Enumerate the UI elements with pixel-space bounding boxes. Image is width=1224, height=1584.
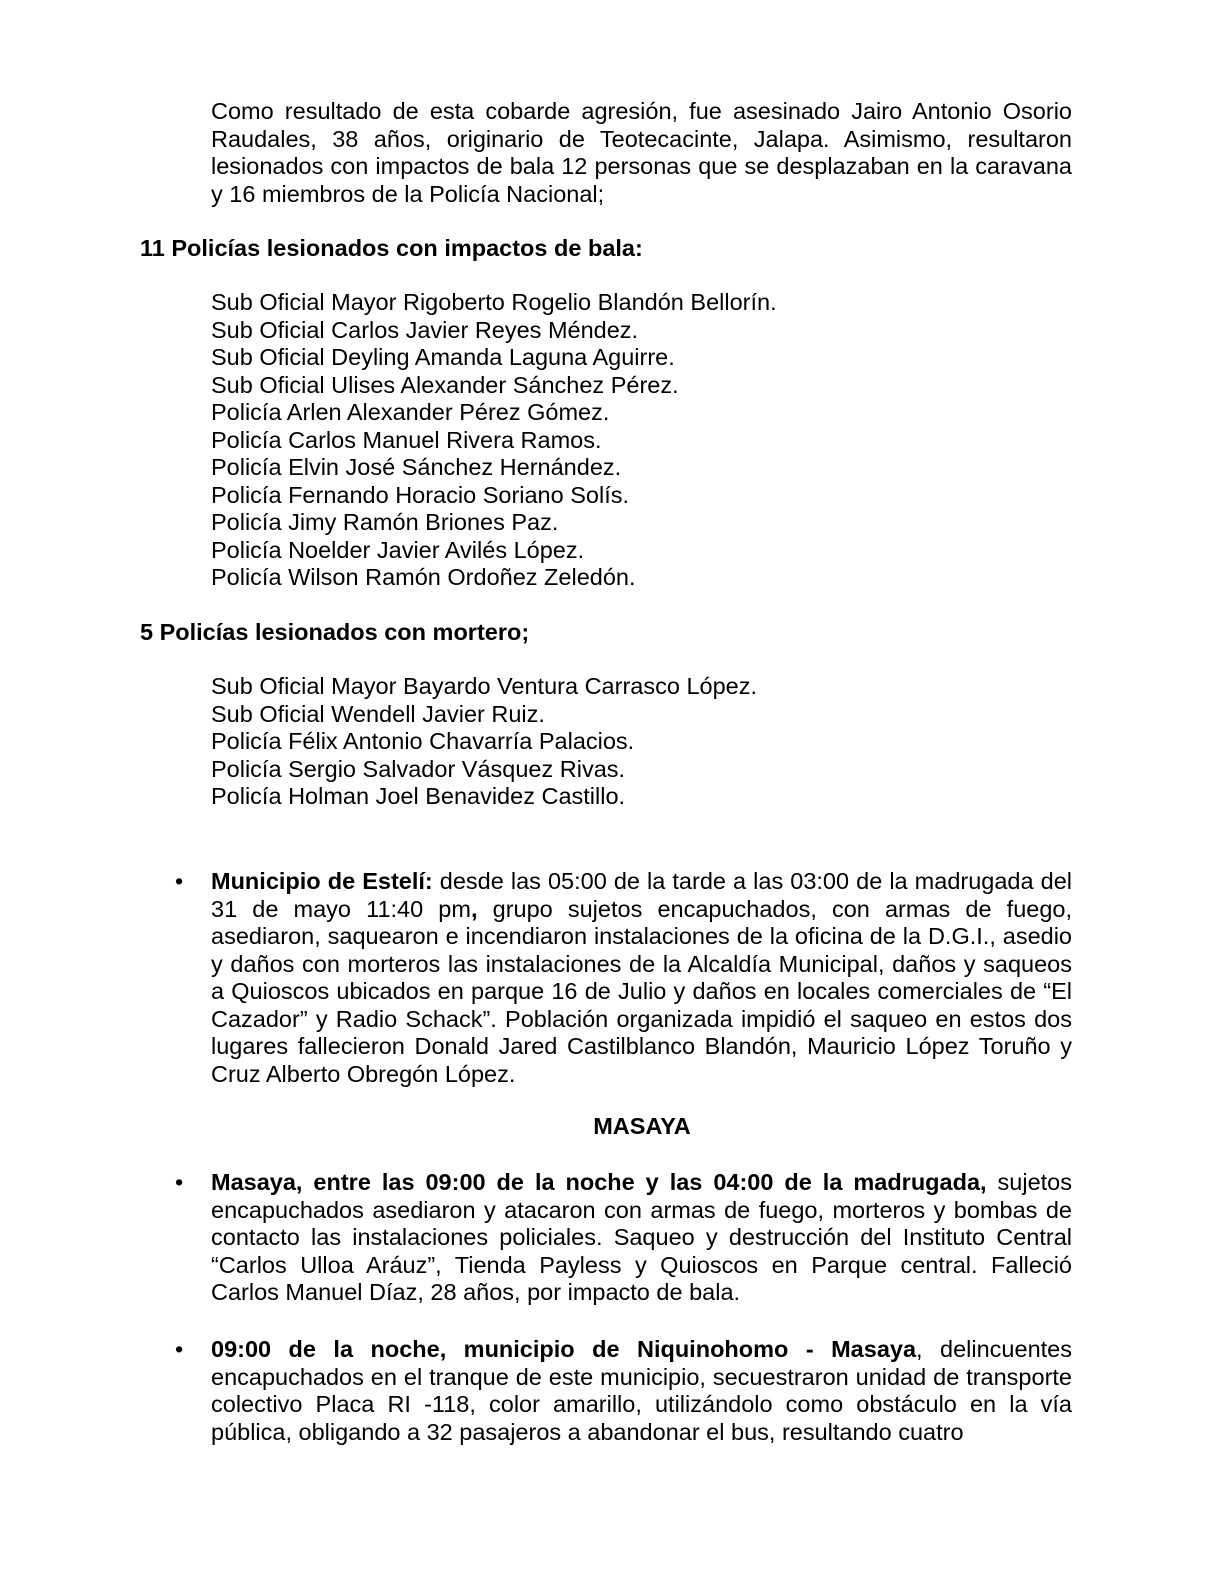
- intro-paragraph: Como resultado de esta cobarde agresión, fue asesinado Jairo Antonio Osorio Raudales, 38 años, originario de Teotecacinte, Jalapa. Asimismo, resultaron lesionados con impactos de bala 12 personas que se desplazaban en la caravana y 16 miembros de la Policía Nacional;: [211, 98, 1072, 207]
- masaya-heading: MASAYA: [593, 1113, 691, 1139]
- bullet-icon: •: [175, 868, 184, 894]
- bullet-icon: •: [175, 1169, 184, 1195]
- document-page: Como resultado de esta cobarde agresión, fue asesinado Jairo Antonio Osorio Raudales, 38 años, originario de Teotecacinte, Jalapa. Asimismo, resultaron lesionados con impactos de bala 12 personas que se desplazaban en la caravana y 16 miembros de la Policía Nacional; 11 Policías lesionados con impactos de bala: Sub Oficial Mayor Rigoberto Rogelio Blandón Bellorín. Sub Oficial Carlos Javier Reyes Méndez. Sub Oficial Deyling Amanda Laguna Aguirre. Sub Oficial Ulises Alexander Sánchez Pérez. Policía Arlen Alexander Pérez Gómez. Policía Carlos Manuel Rivera Ramos. Policía Elvin José Sánchez Hernández. Policía Fernando Horacio Soriano Solís. Policía Jimy Ramón Briones Paz. Policía Noelder Javier Avilés López. Policía Wilson Ramón Ordoñez Zeledón. 5 Policías lesionados con mortero; Sub Oficial Mayor Bayardo Ventura Carrasco López. Sub Oficial Wendell Javier Ruiz. Policía Félix Antonio Chavarría Palacios. Policía Sergio Salvador Vásquez Rivas. Policía Holman Joel Benavidez Castillo. • Municipio de Estelí: desde las 05:00 de la tarde a las 03:00 de la madrugada del 31 de mayo 11:40 pm, grupo sujetos encapuchados, con armas de fuego, asediaron, saquearon e incendiaron instalaciones de la oficina de la D.G.I., asedio y daños con morteros las instalaciones de la Alcaldía Municipal, daños y saqueos a Quioscos ubicados en parque 16 de Julio y daños en locales comerciales de “El Cazador” y Radio Schack”. Población organizada impidió el saqueo en estos dos lugares fallecieron Donald Jared Castilblanco Blandón, Mauricio López Toruño y Cruz Alberto Obregón López. MASAYA • Masaya, entre las 09:00 de la noche y las 04:00 de la madrugada, sujetos encapuchados asediaron y atacaron con armas de fuego, morteros y bombas de contacto las instalaciones policiales. Saqueo y destrucción del Instituto Central “Carlos Ulloa Aráuz”, Tienda Payless y Quioscos en Parque central. Falleció Carlos Manuel Díaz, 28 años, por impacto de bala. • 09:00 de la noche, municipio de Niquinohomo - Masaya, delincuentes encapuchados en el tranque de este municipio, secuestraron unidad de transporte colectivo Placa RI -118, color amarillo, utilizándolo como obstáculo en la vía pública, obligando a 32 pasajeros a abandonar el bus, resultando cuatro: [0, 0, 1224, 1584]
- bullet-icon: •: [175, 1336, 184, 1362]
- masaya-paragraph: Masaya, entre las 09:00 de la noche y las 04:00 de la madrugada, sujetos encapuchados asediaron y atacaron con armas de fuego, morteros y bombas de contacto las instalaciones policiales. Saqueo y destrucción del Instituto Central “Carlos Ulloa Aráuz”, Tienda Payless y Quioscos en Parque central. Falleció Carlos Manuel Díaz, 28 años, por impacto de bala.: [211, 1169, 1072, 1305]
- section-heading-bullet-injuries: 11 Policías lesionados con impactos de bala:: [140, 235, 643, 261]
- esteli-paragraph: Municipio de Estelí: desde las 05:00 de la tarde a las 03:00 de la madrugada del 31 de mayo 11:40 pm, grupo sujetos encapuchados, con armas de fuego, asediaron, saquearon e incendiaron instalaciones de la oficina de la D.G.I., asedio y daños con morteros las instalaciones de la Alcaldía Municipal, daños y saqueos a Quioscos ubicados en parque 16 de Julio y daños en locales comerciales de “El Cazador” y Radio Schack”. Población organizada impidió el saqueo en estos dos lugares fallecieron Donald Jared Castilblanco Blandón, Mauricio López Toruño y Cruz Alberto Obregón López.: [211, 868, 1073, 1087]
- section-heading-mortar-injuries: 5 Policías lesionados con mortero;: [140, 619, 530, 645]
- masaya-bullet: [175, 1169, 1072, 1307]
- esteli-bullet: [175, 868, 1073, 1088]
- niquinohomo-bullet: [175, 1336, 1072, 1446]
- niquinohomo-paragraph: 09:00 de la noche, municipio de Niquinohomo - Masaya, delincuentes encapuchados en el tranque de este municipio, secuestraron unidad de transporte colectivo Placa RI -118, color amarillo, utilizándolo como obstáculo en la vía pública, obligando a 32 pasajeros a abandonar el bus, resultando cuatro: [211, 1336, 1072, 1445]
